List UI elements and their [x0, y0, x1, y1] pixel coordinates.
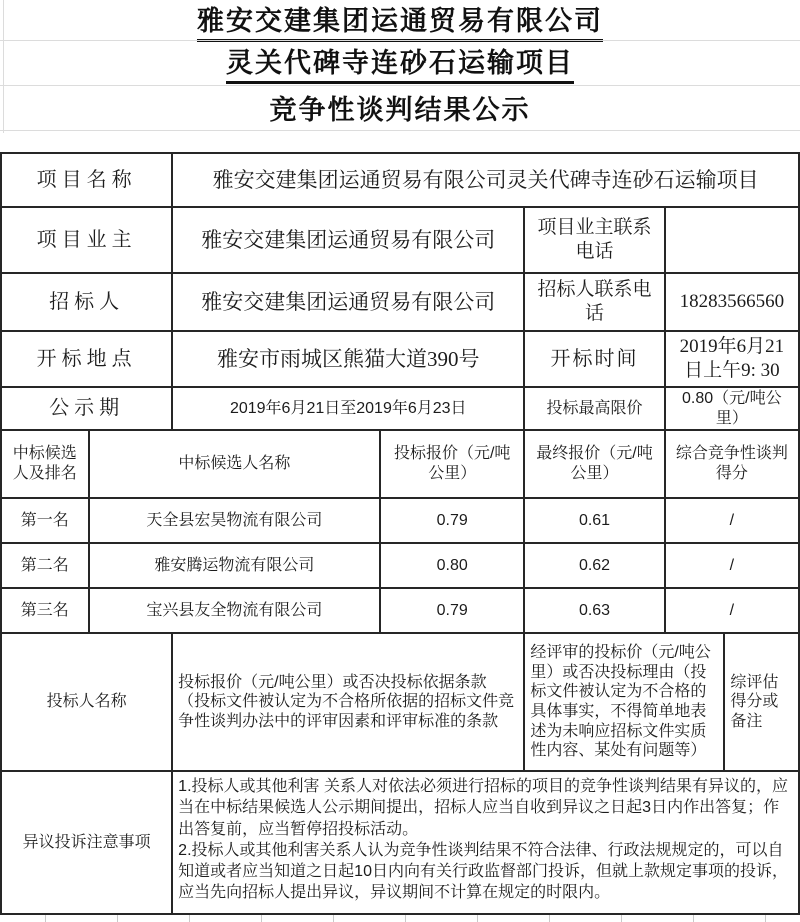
title-line-3-text: 竞争性谈判结果公示 [269, 95, 531, 125]
publicity-period-value: 2019年6月21日至2019年6月23日 [173, 388, 525, 429]
project-owner-value: 雅安交建集团运通贸易有限公司 [173, 208, 525, 272]
candidate-2-score: / [729, 556, 735, 574]
candidate-1-score: / [729, 511, 735, 529]
candidate-2-final: 0.62 [525, 544, 665, 587]
candidate-row-3 [2, 589, 798, 634]
header-rank: 中标候选人及排名 [2, 431, 90, 497]
header-bid-price: 投标报价（元/吨公里） [381, 431, 525, 497]
candidate-2-name: 雅安腾运物流有限公司 [90, 544, 381, 587]
header-candidate-name: 中标候选人名称 [90, 431, 381, 497]
objection-item-1: 1.投标人或其他利害 关系人对依法必须进行招标的项目的竞争性谈判结果有异议的，应当在中标结果候选人公示期间提出，招标人应当自收到异议之日起3日内作出答复；作出答复前，应当暂停招投标活动。 [178, 778, 788, 838]
project-owner-label: 项目业主 [2, 208, 173, 272]
title-line-3 [0, 85, 800, 130]
candidate-3-name: 宝兴县友全物流有限公司 [90, 589, 381, 632]
owner-phone-label: 项目业主联系电话 [525, 208, 665, 272]
row-opening-place [2, 332, 798, 388]
max-price-value: 0.80（元/吨公里） [682, 389, 782, 427]
row-tenderer [2, 274, 798, 332]
faint-grid-hline [0, 130, 800, 131]
candidate-1-name: 天全县宏昊物流有限公司 [90, 499, 381, 542]
row-publicity-period [2, 388, 798, 431]
faint-grid-hline [0, 40, 800, 41]
bottom-grid-strip [0, 915, 800, 922]
tenderer-value: 雅安交建集团运通贸易有限公司 [173, 274, 525, 330]
candidates-header-row [2, 431, 798, 499]
title-line-2-text: 灵关代碑寺连砂石运输项目 [226, 41, 574, 84]
candidate-3-score: / [729, 601, 735, 619]
header-final-price: 最终报价（元/吨公里） [525, 431, 665, 497]
row-project-owner [2, 208, 798, 274]
objection-notice-row [2, 772, 798, 913]
objection-label: 异议投诉注意事项 [2, 772, 173, 913]
publicity-period-label: 公示期 [2, 388, 173, 429]
candidate-1-final: 0.61 [525, 499, 665, 542]
objection-text [173, 772, 798, 913]
evaluation-score-remark-label: 综评估得分或备注 [730, 673, 779, 730]
candidate-1-rank: 第一名 [2, 499, 90, 542]
candidate-2-bid: 0.80 [381, 544, 525, 587]
owner-phone-value [666, 208, 798, 272]
candidate-row-1 [2, 499, 798, 544]
header-score: 综合竞争性谈判得分 [675, 445, 788, 482]
bid-rejection-clause-text: 投标报价（元/吨公里）或否决投标依据条款（投标文件被认定为不合格所依据的招标文件竞争性谈判办法中的评审因素和评审标准的条款 [173, 634, 525, 770]
bidder-criteria-row [2, 634, 798, 772]
candidate-row-2 [2, 544, 798, 589]
title-line-1-text: 雅安交建集团运通贸易有限公司 [197, 0, 603, 42]
max-price-label: 投标最高限价 [525, 388, 665, 429]
candidate-3-bid: 0.79 [381, 589, 525, 632]
opening-time-label: 开标时间 [525, 332, 665, 386]
row-project-name [2, 154, 798, 208]
evaluated-price-reason-text: 经评审的投标价（元/吨公里）或否决投标理由（投标文件被认定为不合格的具体事实，不得简单地表述为未响应招标文件实质性内容、某处有问题等） [525, 634, 725, 770]
title-line-1 [0, 0, 800, 40]
opening-time-value: 2019年6月21日上午9: 30 [679, 336, 785, 381]
faint-grid-vline [3, 0, 4, 133]
opening-place-value: 雅安市雨城区熊猫大道390号 [173, 332, 525, 386]
tenderer-label: 招标人 [2, 274, 173, 330]
title-line-2 [0, 40, 800, 85]
candidate-3-rank: 第三名 [2, 589, 90, 632]
tenderer-phone-label: 招标人联系电话 [525, 274, 665, 330]
project-name-value: 雅安交建集团运通贸易有限公司灵关代碑寺连砂石运输项目 [212, 167, 759, 192]
document-header [0, 0, 800, 152]
result-table [0, 152, 800, 915]
objection-item-2: 2.投标人或其他利害关系人认为竞争性谈判结果不符合法律、行政法规规定的，可以自知道或者应当知道之日起10日内向有关行政监督部门投诉，但就上款规定事项的投诉，应当先向招标人提出异议，异议期间不计算在规定的时限内。 [178, 841, 788, 902]
candidate-2-rank: 第二名 [2, 544, 90, 587]
opening-place-label: 开标地点 [2, 332, 173, 386]
bidder-name-label: 投标人名称 [2, 634, 173, 770]
tenderer-phone-value: 18283566560 [679, 291, 785, 313]
candidate-1-bid: 0.79 [381, 499, 525, 542]
faint-grid-hline [0, 85, 800, 86]
project-name-label: 项目名称 [2, 154, 173, 206]
candidate-3-final: 0.63 [525, 589, 665, 632]
